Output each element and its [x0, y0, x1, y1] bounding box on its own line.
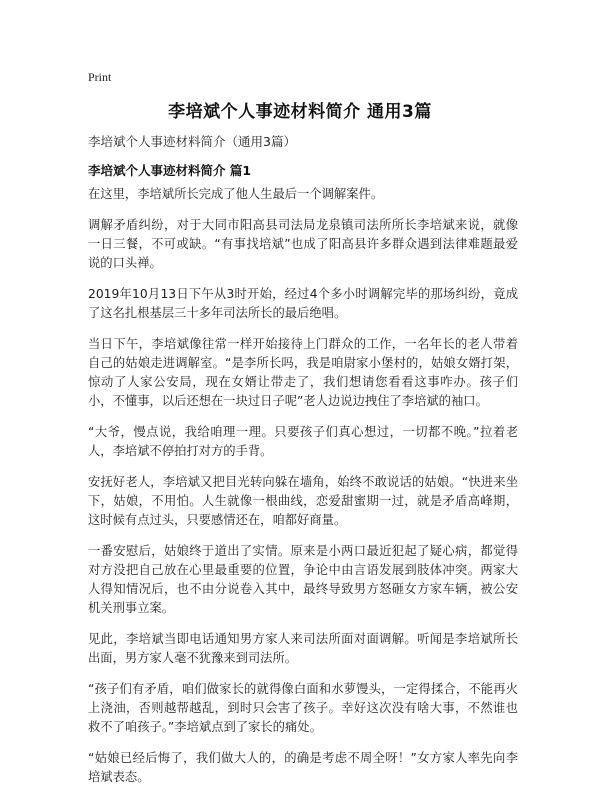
paragraph-6: 安抚好老人，李培斌又把目光转向躲在墙角，始终不敢说话的姑娘。“快进来坐下，姑娘，不用怕。人生就像一根曲线，恋爱甜蜜期一过，就是矛盾高峰期，这时候有点过头，只要感情还在，咱都好商量。 — [88, 475, 518, 527]
document-body — [88, 185, 518, 797]
paragraph-3: 2019年10月13日下午从3时开始，经过4个多小时调解完毕的那场纠纷，竟成了这名扎根基层三十多年司法所长的最后绝唱。 — [88, 287, 518, 320]
document-subtitle: 李培斌个人事迹材料简介（通用3篇） — [88, 134, 296, 149]
print-label[interactable]: Print — [88, 70, 112, 84]
section-heading: 李培斌个人事迹材料简介 篇1 — [88, 163, 252, 178]
paragraph-2: 调解矛盾纠纷，对于大同市阳高县司法局龙泉镇司法所所长李培斌来说，就像一日三餐，不可或缺。“有事找培斌”也成了阳高县许多群众遇到法律难题最爱说的口头禅。 — [88, 218, 518, 270]
paragraph-4: 当日下午，李培斌像往常一样开始接待上门群众的工作，一名年长的老人带着自己的姑娘走进调解室。“是李所长吗，我是咱尉家小堡村的，姑娘女婿打架，惊动了人家公安局，现在女婿让带走了，我们想请您看看这事咋办。孩子们小，不懂事，以后还想在一块过日子呢”老人边说边拽住了李培斌的袖口。 — [88, 337, 518, 408]
paragraph-10: “姑娘已经后悔了，我们做大人的，的确是考虑不周全呀！”女方家人率先向李培斌表态。 — [88, 751, 518, 784]
paragraph-9: “孩子们有矛盾，咱们做家长的就得像白面和水萝馒头，一定得揉合，不能再火上浇油，否则越帮越乱，到时只会害了孩子。幸好这次没有啥大事，不然谁也救不了咱孩子。”李培斌点到了家长的痛处。 — [88, 682, 518, 734]
document-title: 李培斌个人事迹材料简介 通用3篇 — [168, 102, 432, 122]
paragraph-1: 在这里，李培斌所长完成了他人生最后一个调解案件。 — [88, 187, 384, 201]
paragraph-7: 一番安慰后，姑娘终于道出了实情。原来是小两口最近犯起了疑心病，都觉得对方没把自己放在心里最重要的位置，争论中由言语发展到肢体冲突。两家大人得知情况后，也不由分说卷入其中，最终导致男方怒砸女方家车辆，被公安机关刑事立案。 — [88, 544, 518, 615]
paragraph-5: “大爷，慢点说，我给咱理一理。只要孩子们真心想过，一切都不晚。”拉着老人，李培斌不停拍打对方的手背。 — [88, 425, 518, 458]
paragraph-8: 见此，李培斌当即电话通知男方家人来司法所面对面调解。听闻是李培斌所长出面，男方家人毫不犹豫来到司法所。 — [88, 632, 518, 665]
